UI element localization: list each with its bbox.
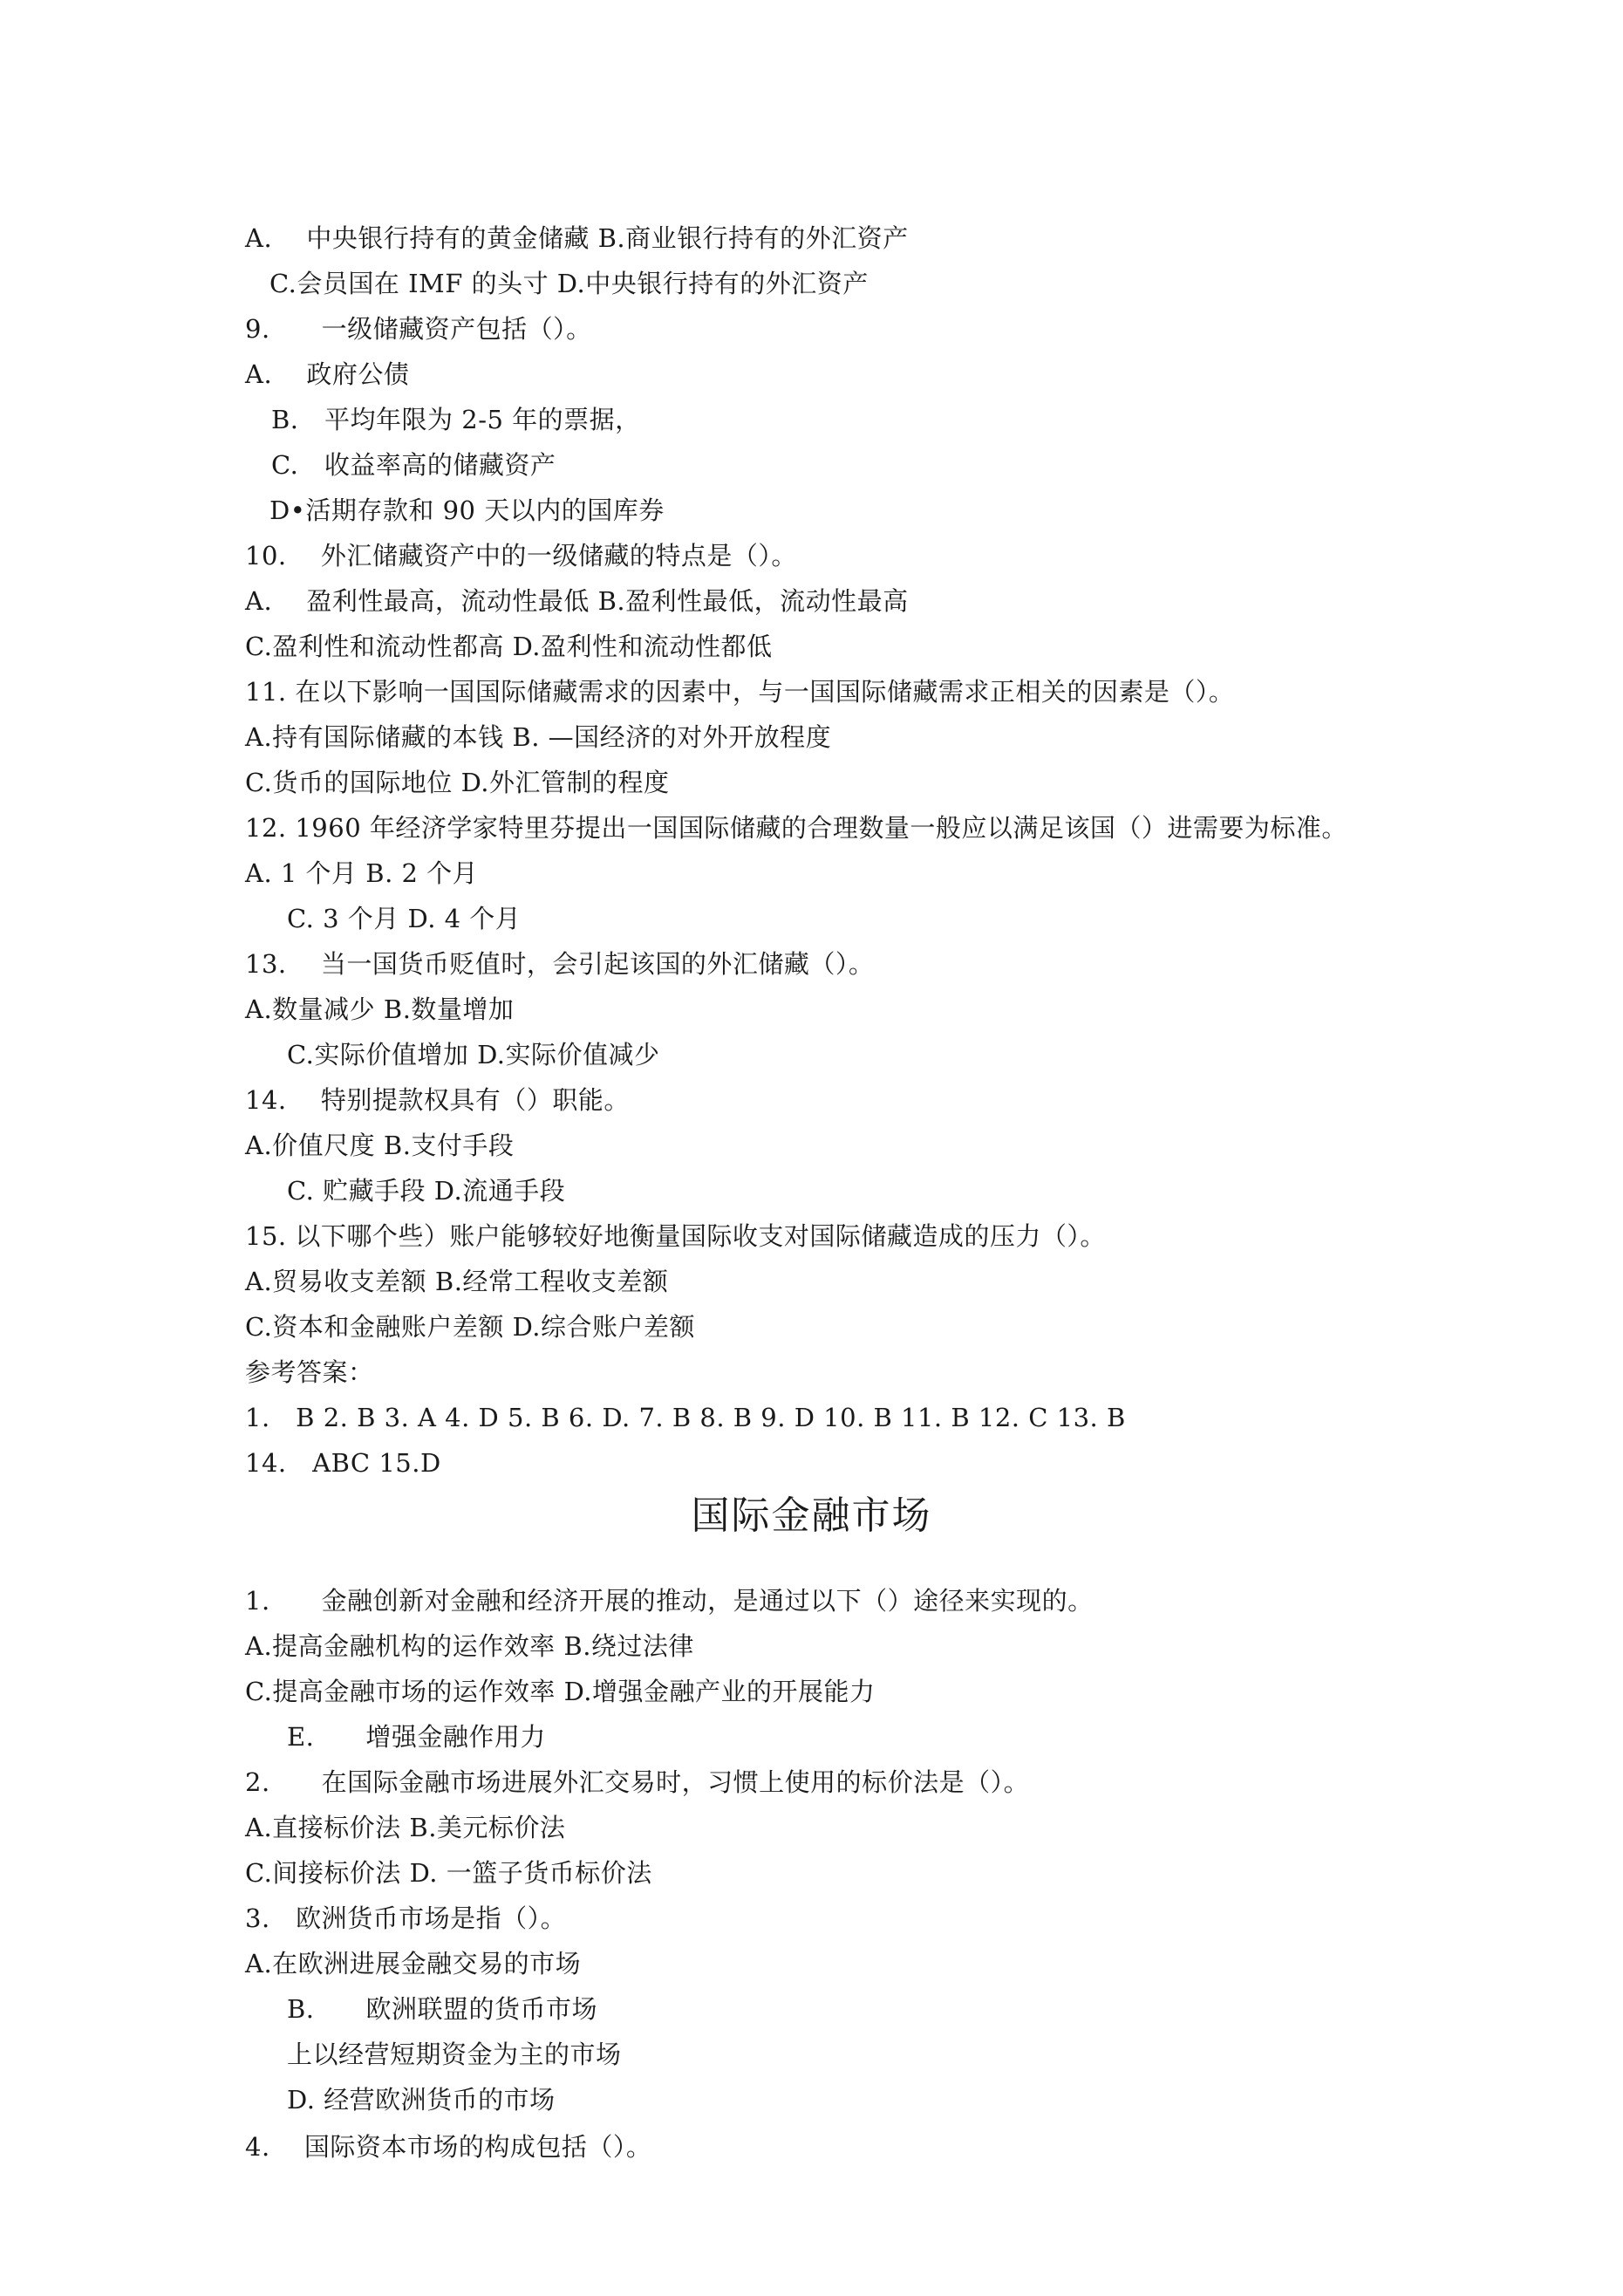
text-line: 上以经营短期资金为主的市场 bbox=[287, 2040, 622, 2069]
text-line: 9. 一级储藏资产包括（）。 bbox=[245, 314, 592, 344]
text-line: A.在欧洲进展金融交易的市场 bbox=[245, 1949, 582, 1978]
text-line: C.资本和金融账户差额 D.综合账户差额 bbox=[245, 1312, 696, 1342]
text-line: A.直接标价法 B.美元标价法 bbox=[245, 1813, 566, 1842]
text-line: 2. 在国际金融市场进展外汇交易时，习惯上使用的标价法是（）。 bbox=[245, 1767, 1030, 1797]
text-line: 14. 特别提款权具有（）职能。 bbox=[245, 1085, 630, 1115]
text-line: 1. 金融创新对金融和经济开展的推动，是通过以下（）途径来实现的。 bbox=[245, 1586, 1094, 1616]
text-line: C.货币的国际地位 D.外汇管制的程度 bbox=[245, 768, 670, 797]
text-line: C. 贮藏手段 D.流通手段 bbox=[287, 1176, 566, 1206]
section-title: 国际金融市场 bbox=[691, 1493, 932, 1538]
text-line: 10. 外汇储藏资产中的一级储藏的特点是（）。 bbox=[245, 541, 797, 571]
text-line: C.间接标价法 D. 一篮子货币标价法 bbox=[245, 1858, 652, 1888]
text-line: 11. 在以下影响一国国际储藏需求的因素中，与一国国际储藏需求正相关的因素是（）。 bbox=[245, 677, 1235, 707]
text-line: C.实际价值增加 D.实际价值减少 bbox=[287, 1040, 660, 1069]
text-line: C.提高金融市场的运作效率 D.增强金融产业的开展能力 bbox=[245, 1677, 876, 1706]
text-line: B. 欧洲联盟的货币市场 bbox=[287, 1994, 598, 2024]
text-line: 4. 国际资本市场的构成包括（）。 bbox=[245, 2132, 652, 2162]
text-line: A. 盈利性最高，流动性最低 B.盈利性最低，流动性最高 bbox=[245, 586, 909, 616]
text-line: C.盈利性和流动性都高 D.盈利性和流动性都低 bbox=[245, 632, 773, 661]
text-line: A. 中央银行持有的黄金储藏 B.商业银行持有的外汇资产 bbox=[245, 223, 909, 253]
text-line: 参考答案： bbox=[245, 1357, 374, 1387]
text-line: 15. 以下哪个些）账户能够较好地衡量国际收支对国际储藏造成的压力（）。 bbox=[245, 1221, 1106, 1251]
text-line: A. 政府公债 bbox=[245, 359, 410, 389]
text-line: 1. B 2. B 3. A 4. D 5. B 6. D. 7. B 8. B 9. D 10. B 11. B 12. C 13. B bbox=[245, 1403, 1126, 1432]
text-line: C. 3 个月 D. 4 个月 bbox=[287, 904, 522, 933]
text-line: 14. ABC 15.D bbox=[245, 1448, 441, 1478]
text-line: C.会员国在 IMF 的头寸 D.中央银行持有的外汇资产 bbox=[269, 269, 869, 298]
text-line: A. 1 个月 B. 2 个月 bbox=[245, 858, 479, 888]
text-line: A.提高金融机构的运作效率 B.绕过法律 bbox=[245, 1631, 694, 1661]
text-line: 12. 1960 年经济学家特里芬提出一国国际储藏的合理数量一般应以满足该国（）进需要为标准。 bbox=[245, 813, 1347, 843]
text-line: D•活期存款和 90 天以内的国库券 bbox=[269, 495, 665, 525]
text-line: A.数量减少 B.数量增加 bbox=[245, 994, 515, 1024]
text-line: A.价值尺度 B.支付手段 bbox=[245, 1131, 515, 1160]
text-line: 13. 当一国货币贬值时，会引起该国的外汇储藏（）。 bbox=[245, 949, 875, 979]
text-line: A.持有国际储藏的本钱 B. —国经济的对外开放程度 bbox=[245, 722, 832, 752]
text-line: D. 经营欧洲货币的市场 bbox=[287, 2085, 556, 2115]
text-line: E. 增强金融作用力 bbox=[287, 1722, 546, 1752]
text-line: B. 平均年限为 2-5 年的票据， bbox=[271, 405, 641, 434]
text-line: 3. 欧洲货币市场是指（）。 bbox=[245, 1903, 567, 1933]
text-line: C. 收益率高的储藏资产 bbox=[271, 450, 556, 480]
text-line: A.贸易收支差额 B.经常工程收支差额 bbox=[245, 1267, 669, 1296]
